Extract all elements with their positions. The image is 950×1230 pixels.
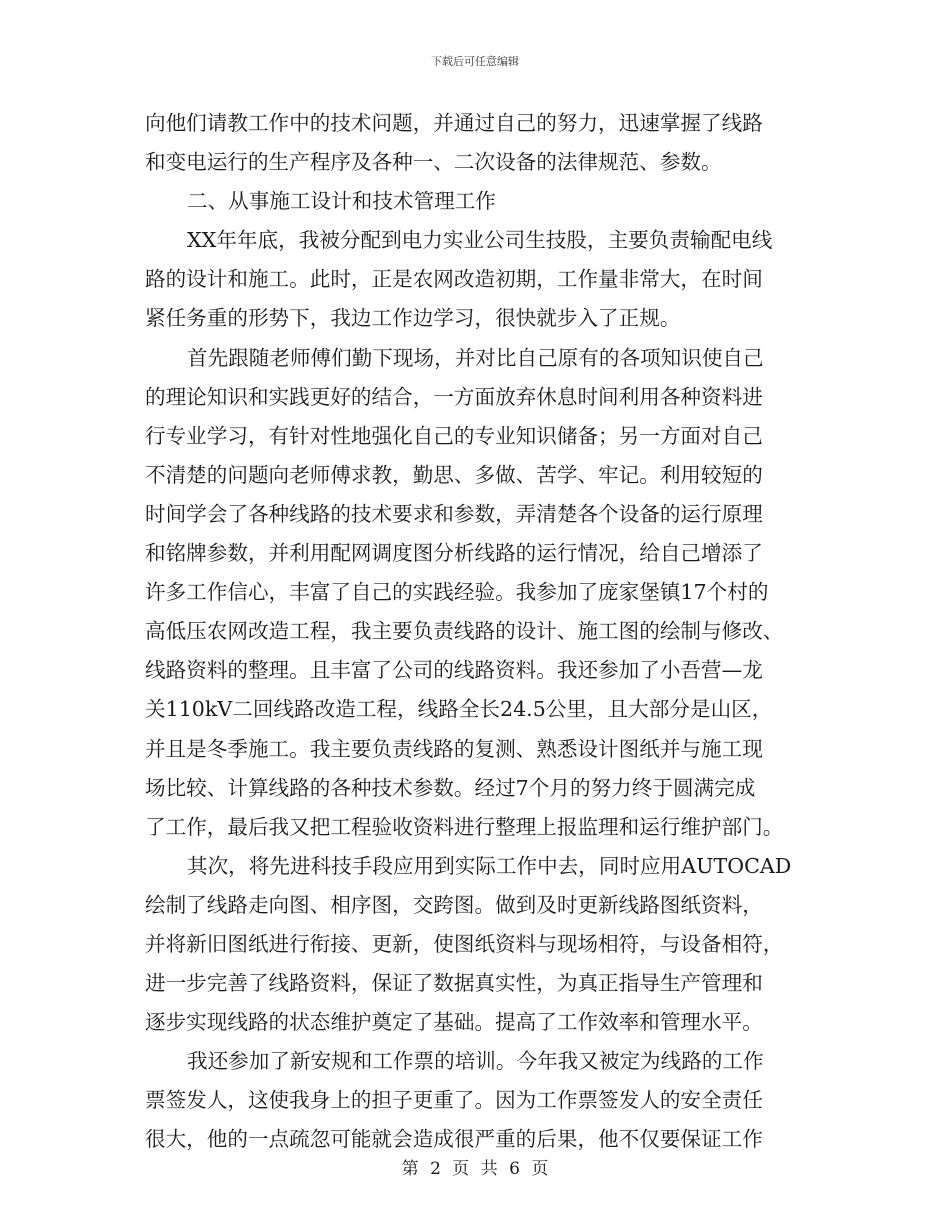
page-footer: 第 2 页 共 6 页	[401, 1159, 549, 1179]
text-line: 并将新旧图纸进行衔接、更新，使图纸资料与现场相符，与设备相符，	[145, 931, 784, 956]
text-line: 进一步完善了线路资料，保证了数据真实性，为真正指导生产管理和	[145, 971, 763, 996]
text-line: 和铭牌参数，并利用配网调度图分析线路的运行情况，给自己增添了	[145, 541, 763, 566]
text-line: 高低压农网改造工程，我主要负责线路的设计、施工图的绘制与修改、	[145, 619, 784, 644]
text-line: 并且是冬季施工。我主要负责线路的复测、熟悉设计图纸并与施工现	[145, 736, 763, 761]
text-line: 票签发人，这使我身上的担子更重了。因为工作票签发人的安全责任	[145, 1088, 763, 1113]
text-line: 线路资料的整理。且丰富了公司的线路资料。我还参加了小吾营—龙	[145, 658, 763, 683]
text-line: 逐步实现线路的状态维护奠定了基础。提高了工作效率和管理水平。	[145, 1010, 763, 1035]
text-line: 许多工作信心，丰富了自己的实践经验。我参加了庞家堡镇17个村的	[145, 580, 769, 605]
text-line: 的理论知识和实践更好的结合，一方面放弃休息时间利用各种资料进	[145, 384, 763, 409]
text-line: 紧任务重的形势下，我边工作边学习，很快就步入了正规。	[145, 306, 681, 331]
text-line: 不清楚的问题向老师傅求教，勤思、多做、苦学、牢记。利用较短的	[145, 462, 763, 487]
text-line: 首先跟随老师傅们勤下现场，并对比自己原有的各项知识使自己	[187, 345, 764, 370]
text-line: 很大，他的一点疏忽可能就会造成很严重的后果，他不仅要保证工作	[145, 1127, 763, 1152]
text-line: 其次，将先进科技手段应用到实际工作中去，同时应用AUTOCAD	[187, 853, 792, 878]
page-header: 下载后可任意编辑	[431, 55, 519, 68]
document-body	[145, 104, 813, 1160]
text-line: 时间学会了各种线路的技术要求和参数，弄清楚各个设备的运行原理	[145, 501, 763, 526]
text-line: 路的设计和施工。此时，正是农网改造初期，工作量非常大，在时间	[145, 267, 763, 292]
text-line: 和变电运行的生产程序及各种一、二次设备的法律规范、参数。	[145, 150, 722, 175]
text-line: 了工作，最后我又把工程验收资料进行整理上报监理和运行维护部门。	[145, 814, 784, 839]
text-line: 向他们请教工作中的技术问题，并通过自己的努力，迅速掌握了线路	[145, 111, 763, 135]
text-line: 场比较、计算线路的各种技术参数。经过7个月的努力终于圆满完成	[145, 775, 756, 800]
text-line: 行专业学习，有针对性地强化自己的专业知识储备；另一方面对自己	[145, 423, 763, 448]
text-line: 关110kV二回线路改造工程，线路全长24.5公里，且大部分是山区，	[145, 697, 773, 722]
text-line: XX年年底，我被分配到电力实业公司生技股，主要负责输配电线	[187, 228, 773, 253]
text-line: 我还参加了新安规和工作票的培训。今年我又被定为线路的工作	[187, 1049, 764, 1074]
text-line: 绘制了线路走向图、相序图，交跨图。做到及时更新线路图纸资料，	[145, 892, 763, 917]
text-line: 二、从事施工设计和技术管理工作	[187, 189, 496, 214]
